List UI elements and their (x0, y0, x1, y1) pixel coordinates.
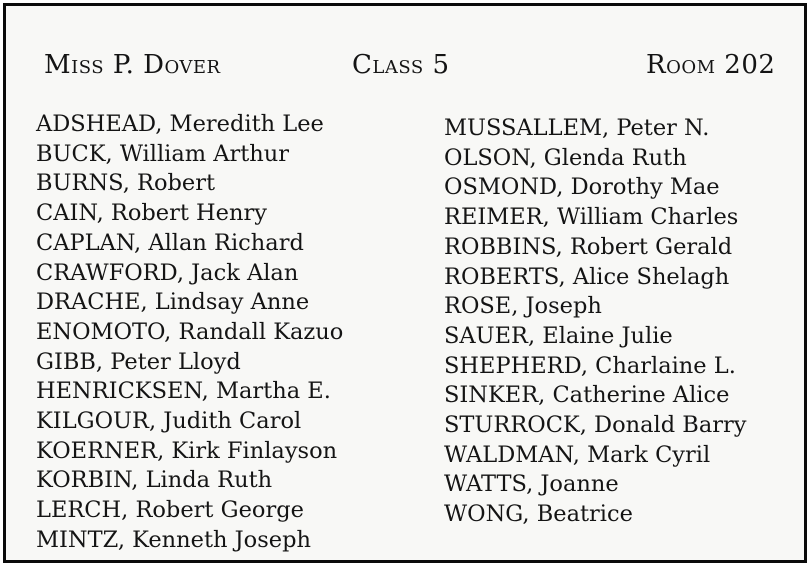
student-name: KORBIN, Linda Ruth (36, 467, 273, 494)
student-name: MINTZ, Kenneth Joseph (36, 526, 311, 553)
class-number: Class 5 (352, 50, 450, 80)
class-list-page (3, 3, 807, 563)
student-name: HENRICKSEN, Martha E. (36, 378, 331, 405)
student-name: LERCH, Robert George (36, 497, 304, 524)
student-name: GIBB, Peter Lloyd (36, 348, 241, 375)
student-name: KOERNER, Kirk Finlayson (36, 437, 338, 464)
student-name: SAUER, Elaine Julie (444, 322, 673, 349)
student-name: KILGOUR, Judith Carol (36, 408, 302, 435)
student-name: DRACHE, Lindsay Anne (36, 289, 310, 316)
student-name: SHEPHERD, Charlaine L. (444, 352, 736, 379)
student-name: ROBERTS, Alice Shelagh (444, 263, 730, 290)
class-header (6, 50, 804, 90)
student-name: ADSHEAD, Meredith Lee (36, 111, 324, 137)
student-name: SINKER, Catherine Alice (444, 382, 730, 409)
student-list-right (444, 114, 746, 530)
room-number: Room 202 (646, 50, 776, 80)
student-name: ROSE, Joseph (444, 293, 602, 320)
student-name: WALDMAN, Mark Cyril (444, 441, 711, 468)
student-name: REIMER, William Charles (444, 204, 739, 231)
student-list-left (36, 110, 343, 556)
student-name: ROBBINS, Robert Gerald (444, 233, 733, 260)
student-name: WONG, Beatrice (444, 501, 633, 528)
student-name: BUCK, William Arthur (36, 140, 290, 167)
student-name: WATTS, Joanne (444, 471, 619, 498)
student-name: ENOMOTO, Randall Kazuo (36, 318, 344, 345)
student-name: CRAWFORD, Jack Alan (36, 259, 299, 286)
student-name: OLSON, Glenda Ruth (444, 144, 687, 171)
student-name: CAPLAN, Allan Richard (36, 229, 304, 256)
student-name: STURROCK, Donald Barry (444, 412, 747, 439)
student-name: BURNS, Robert (36, 170, 216, 197)
teacher-name: Miss P. Dover (44, 50, 221, 80)
student-name: MUSSALLEM, Peter N. (444, 115, 710, 141)
student-name: OSMOND, Dorothy Mae (444, 174, 720, 201)
student-name: CAIN, Robert Henry (36, 200, 267, 227)
